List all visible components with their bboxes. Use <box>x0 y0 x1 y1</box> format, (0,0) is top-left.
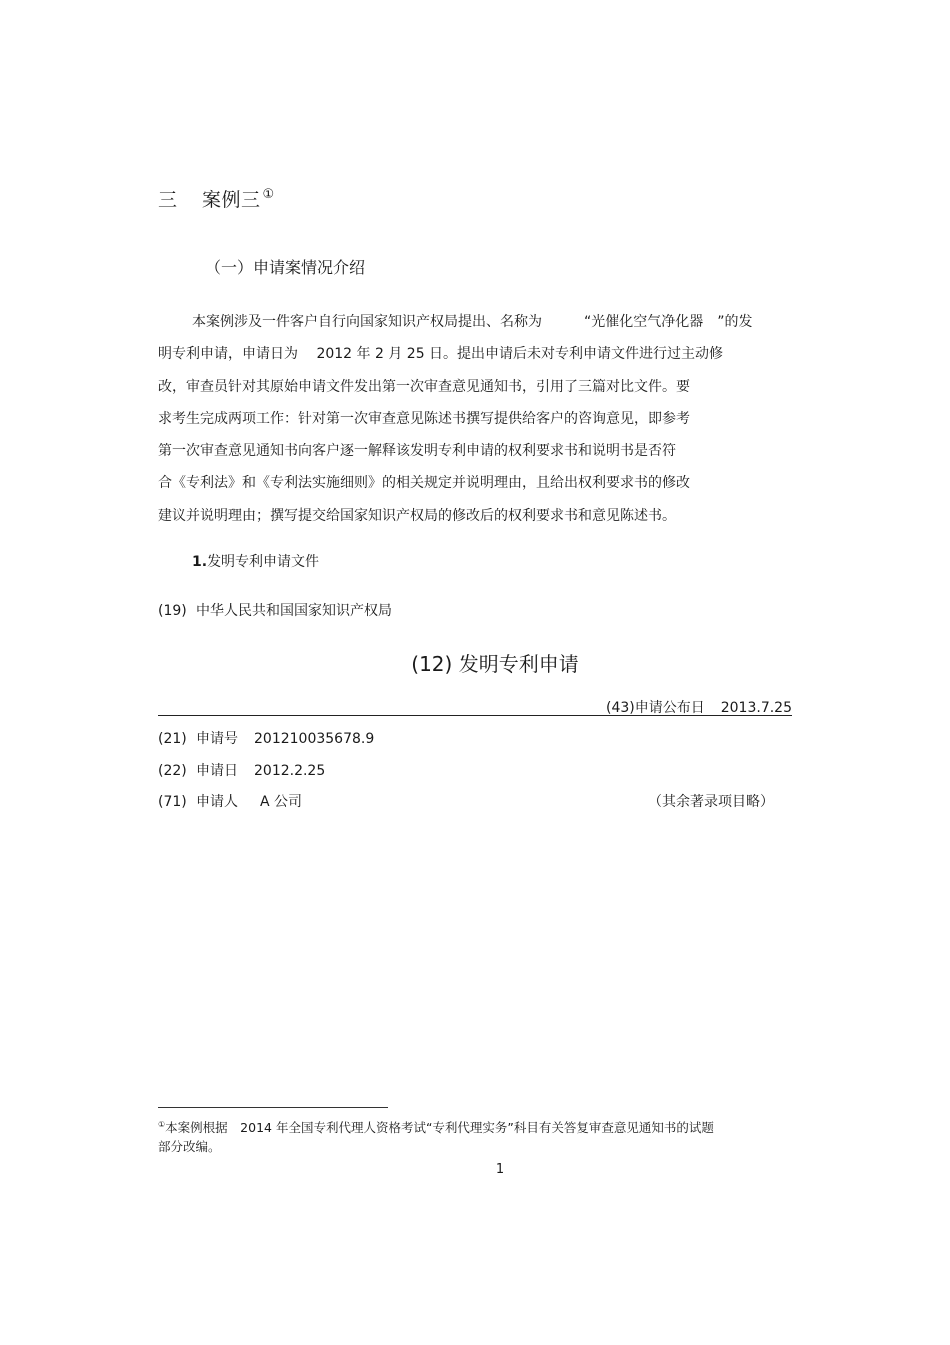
document-type: 发明专利申请 <box>458 652 579 676</box>
section-heading <box>158 185 275 212</box>
publication-date-line <box>606 697 792 717</box>
paragraph-line: 本案例涉及一件客户自行向国家知识产权局提出、名称为 “光催化空气净化器 ”的发 <box>192 314 753 330</box>
field-code: (21) <box>158 731 187 747</box>
section-number: 三 <box>158 189 178 211</box>
paragraph-line: 合《专利法》和《专利法实施细则》的相关规定并说明理由，且给出权利要求书的修改 <box>158 475 690 492</box>
section-title: 案例三 <box>202 189 261 211</box>
field-value: A 公司 <box>260 794 303 810</box>
field-code: (71) <box>158 794 187 810</box>
case-description-paragraph <box>158 306 798 532</box>
subheading-text: 发明专利申请文件 <box>207 554 320 570</box>
paragraph-line: 明专利申请，申请日为 2012 年 2 月 25 日。提出申请后未对专利申请文件进行过主动修 <box>158 346 724 363</box>
bibliographic-field-filing-date <box>158 760 325 780</box>
publication-date-value: 2013.7.25 <box>720 700 792 716</box>
field-value: 2012.2.25 <box>254 763 326 779</box>
header-divider <box>158 715 792 716</box>
field-label: 申请日 <box>196 763 238 779</box>
page-number <box>0 1162 950 1177</box>
footnote <box>158 1115 758 1156</box>
office-code: (19) <box>158 603 187 619</box>
office-name: 中华人民共和国国家知识产权局 <box>196 603 392 619</box>
footnote-line: 部分改编。 <box>158 1139 221 1154</box>
field-label: 申请人 <box>196 794 238 810</box>
omitted-items-note: （其余著录项目略） <box>648 794 774 810</box>
subheading-number: 1. <box>192 554 208 570</box>
patent-office-line <box>158 600 392 620</box>
paragraph-line: 第一次审查意见通知书向客户逐一解释该发明专利申请的权利要求书和说明书是否符 <box>158 443 676 460</box>
footnote-divider <box>158 1107 388 1108</box>
footnote-reference[interactable]: ① <box>262 187 275 202</box>
bibliographic-field-application-number <box>158 728 374 748</box>
footnote-marker: ① <box>158 1120 166 1129</box>
page-number-value: 1 <box>495 1162 505 1177</box>
field-value: 201210035678.9 <box>254 731 375 747</box>
paragraph-line: 求考生完成两项工作：针对第一次审查意见陈述书撰写提供给客户的咨询意见，即参考 <box>158 410 690 427</box>
paragraph-line: 改，审查员针对其原始申请文件发出第一次审查意见通知书，引用了三篇对比文件。要 <box>158 378 690 395</box>
footnote-line: 本案例根据 2014 年全国专利代理人资格考试“专利代理实务”科目有关答复审查意见通知书的试题 <box>165 1120 714 1135</box>
subsection-heading: （一）申请案情况介绍 <box>205 258 366 277</box>
paragraph-line: 建议并说明理由；撰写提交给国家知识产权局的修改后的权利要求书和意见陈述书。 <box>158 507 676 524</box>
bibliographic-field-applicant <box>158 791 302 811</box>
subheading-patent-documents <box>192 551 319 571</box>
patent-document-title <box>0 648 950 677</box>
publication-date-label: (43)申请公布日 <box>605 700 705 716</box>
field-label: 申请号 <box>196 731 238 747</box>
field-code: (22) <box>158 763 187 779</box>
document-type-code: (12) <box>411 652 453 676</box>
